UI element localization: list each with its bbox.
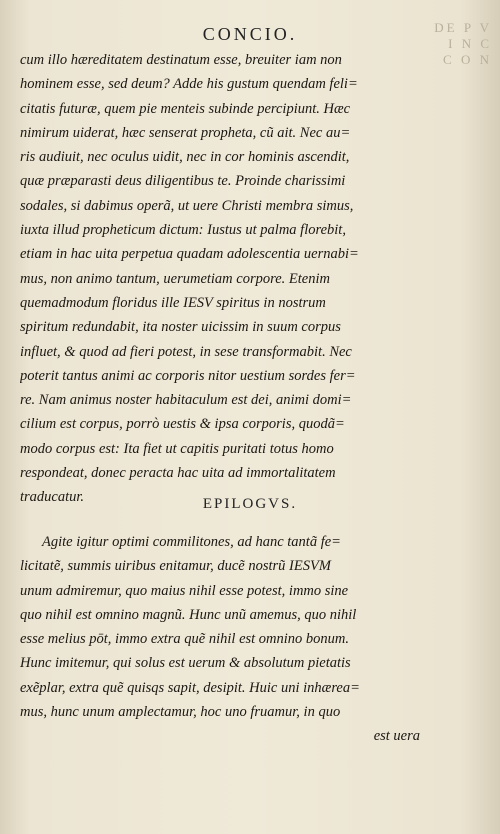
text-line: Hunc imitemur, qui solus est uerum & absolutum pietatis xyxy=(20,655,351,672)
text-line: traducatur. xyxy=(20,489,85,506)
text-line: unum admiremur, quo maius nihil esse potest, immo sine xyxy=(20,582,349,599)
text-line: etiam in hac uita perpetua quadam adolescentia uernabi= xyxy=(20,246,359,263)
text-line: quæ præparasti deus diligentibus te. Proinde charissimi xyxy=(20,173,346,190)
running-head: CONCIO. xyxy=(202,24,298,44)
text-line: mus, non animo tantum, uerumetiam corpore. Etenim xyxy=(20,270,330,287)
text-line: Agite igitur optimi commilitones, ad hanc tantã fe= xyxy=(42,534,341,550)
bleed-through-line: C O N xyxy=(443,52,492,67)
text-line: quemadmodum floridus ille IESV spiritus in nostrum xyxy=(20,294,326,311)
text-line: hominem esse, sed deum? Adde his gustum quendam feli= xyxy=(20,76,358,93)
text-line: licitatẽ, summis uiribus enitamur, ducẽ nostrũ IESVM xyxy=(20,558,331,575)
concio-text-block xyxy=(20,48,420,510)
text-line: quo nihil est omnino magnũ. Hunc unũ amemus, quo nihil xyxy=(20,606,357,623)
text-line: esse melius pōt, immo extra quẽ nihil est omnino bonum. xyxy=(20,631,350,648)
text-line: cum illo hæreditatem destinatum esse, breuiter iam non xyxy=(20,52,342,68)
text-line: ris audiuit, nec oculus uidit, nec in cor hominis ascendit, xyxy=(20,149,350,166)
text-line: citatis futuræ, quem pie menteis subinde percipiunt. Hæc xyxy=(20,100,351,117)
text-line: cilium est corpus, porrò uestis & ipsa corporis, quodã= xyxy=(20,416,345,433)
text-line: sodales, si dabimus operã, ut uere Christi membra simus, xyxy=(20,197,354,214)
text-line: poterit tantus animi ac corporis nitor uestium sordes fer= xyxy=(20,367,356,384)
text-line: influet, & quod ad fieri potest, in sese transformabit. Nec xyxy=(20,343,352,360)
bleed-through-line: I N C xyxy=(448,36,492,51)
text-line: respondeat, donec peracta hac uita ad immortalitatem xyxy=(20,465,336,482)
epilogus-text-block xyxy=(20,530,420,749)
text-line: est uera xyxy=(373,728,420,745)
text-line: nimirum uiderat, hæc senserat propheta, cũ ait. Nec au= xyxy=(20,124,351,141)
bleed-through-line: DE P V xyxy=(434,20,492,35)
section-title: EPILOGVS. xyxy=(202,496,298,512)
text-line: mus, hunc unum amplectamur, hoc uno fruamur, in quo xyxy=(20,704,341,721)
text-line: modo corpus est: Ita fiet ut capitis puritati totus homo xyxy=(20,440,334,457)
text-line: re. Nam animus noster habitaculum est dei, animi domi= xyxy=(20,392,352,409)
text-line: exẽplar, extra quẽ quisqs sapit, desipit. Huic uni inhærea= xyxy=(20,679,360,696)
text-line: iuxta illud propheticum dictum: Iustus ut palma florebit, xyxy=(20,222,346,239)
text-line: spiritum redundabit, ita noster uicissim in suum corpus xyxy=(20,319,341,336)
